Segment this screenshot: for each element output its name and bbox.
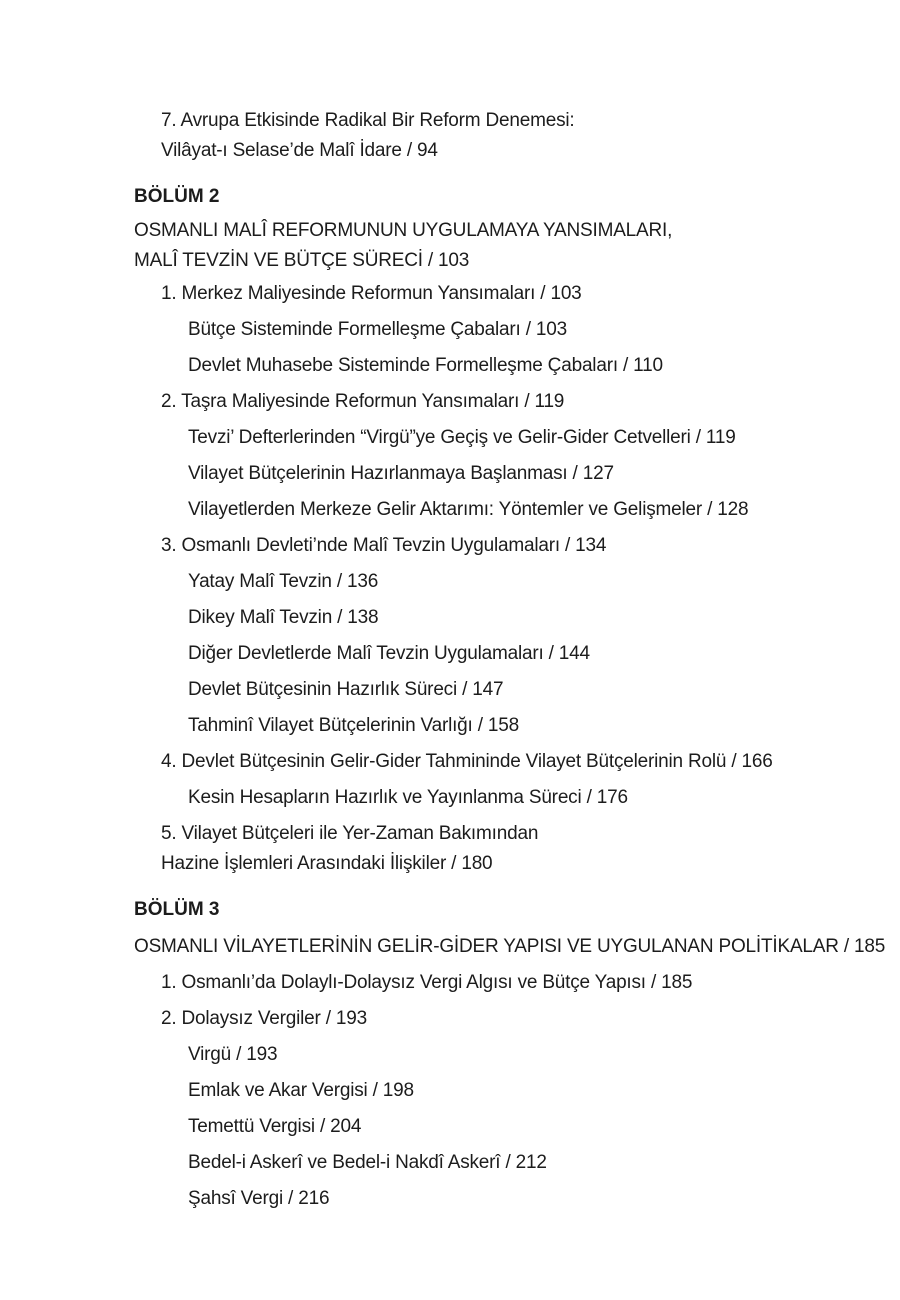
chapter-title-line: MALÎ TEVZİN VE BÜTÇE SÜRECİ / 103 bbox=[134, 250, 470, 271]
toc-subsection: Emlak ve Akar Vergisi / 198 bbox=[188, 1080, 414, 1101]
toc-subsection: Bedel-i Askerî ve Bedel-i Nakdî Askerî / 212 bbox=[188, 1152, 547, 1173]
chapter-3-section-1 bbox=[0, 965, 900, 1001]
toc-subsection: Temettü Vergisi / 204 bbox=[188, 1116, 362, 1137]
table-of-contents bbox=[0, 106, 900, 1217]
toc-line: Hazine İşlemleri Arasındaki İlişkiler / 180 bbox=[161, 853, 493, 874]
toc-line: 7. Avrupa Etkisinde Radikal Bir Reform Denemesi: bbox=[161, 110, 575, 131]
chapter-2-section-2 bbox=[0, 384, 900, 528]
chapter-3-label: BÖLÜM 3 bbox=[134, 899, 220, 920]
toc-subsection: Kesin Hesapların Hazırlık ve Yayınlanma Süreci / 176 bbox=[188, 787, 628, 808]
chapter-2-section-3 bbox=[0, 528, 900, 744]
toc-subsection: Dikey Malî Tevzin / 138 bbox=[188, 607, 379, 628]
chapter-3-section-2 bbox=[0, 1001, 900, 1217]
toc-line: 5. Vilayet Bütçeleri ile Yer-Zaman Bakımından bbox=[161, 823, 539, 844]
toc-subsection: Virgü / 193 bbox=[188, 1044, 278, 1065]
chapter-2-title bbox=[0, 216, 900, 276]
toc-item-section-7 bbox=[0, 106, 900, 166]
toc-subsection: Yatay Malî Tevzin / 136 bbox=[188, 571, 379, 592]
toc-subsection: Bütçe Sisteminde Formelleşme Çabaları / 103 bbox=[188, 319, 567, 340]
toc-subsection: Tahminî Vilayet Bütçelerinin Varlığı / 158 bbox=[188, 715, 519, 736]
chapter-2-label: BÖLÜM 2 bbox=[134, 186, 220, 207]
toc-section: 2. Taşra Maliyesinde Reformun Yansımaları / 119 bbox=[161, 391, 565, 412]
chapter-2-section-4 bbox=[0, 744, 900, 816]
toc-subsection: Vilayetlerden Merkeze Gelir Aktarımı: Yöntemler ve Gelişmeler / 128 bbox=[188, 499, 749, 520]
toc-section: 4. Devlet Bütçesinin Gelir-Gider Tahmininde Vilayet Bütçelerinin Rolü / 166 bbox=[161, 751, 773, 772]
toc-subsection: Tevzi’ Defterlerinden “Virgü”ye Geçiş ve Gelir-Gider Cetvelleri / 119 bbox=[188, 427, 736, 448]
chapter-2-section-1 bbox=[0, 276, 900, 384]
toc-section: 2. Dolaysız Vergiler / 193 bbox=[161, 1008, 368, 1029]
chapter-3-title: OSMANLI VİLAYETLERİNİN GELİR-GİDER YAPISI VE UYGULANAN POLİTİKALAR / 185 bbox=[134, 936, 886, 957]
toc-subsection: Diğer Devletlerde Malî Tevzin Uygulamaları / 144 bbox=[188, 643, 590, 664]
toc-section: 1. Osmanlı’da Dolaylı-Dolaysız Vergi Algısı ve Bütçe Yapısı / 185 bbox=[161, 972, 693, 993]
toc-subsection: Devlet Muhasebe Sisteminde Formelleşme Çabaları / 110 bbox=[188, 355, 663, 376]
chapter-2-section-5 bbox=[0, 819, 900, 879]
toc-subsection: Vilayet Bütçelerinin Hazırlanmaya Başlanması / 127 bbox=[188, 463, 614, 484]
toc-subsection: Şahsî Vergi / 216 bbox=[188, 1188, 330, 1209]
toc-subsection: Devlet Bütçesinin Hazırlık Süreci / 147 bbox=[188, 679, 504, 700]
toc-section: 3. Osmanlı Devleti’nde Malî Tevzin Uygulamaları / 134 bbox=[161, 535, 607, 556]
chapter-title-line: OSMANLI MALÎ REFORMUNUN UYGULAMAYA YANSIMALARI, bbox=[134, 220, 673, 241]
toc-line: Vilâyat-ı Selase’de Malî İdare / 94 bbox=[161, 140, 438, 161]
toc-section: 1. Merkez Maliyesinde Reformun Yansımaları / 103 bbox=[161, 283, 582, 304]
